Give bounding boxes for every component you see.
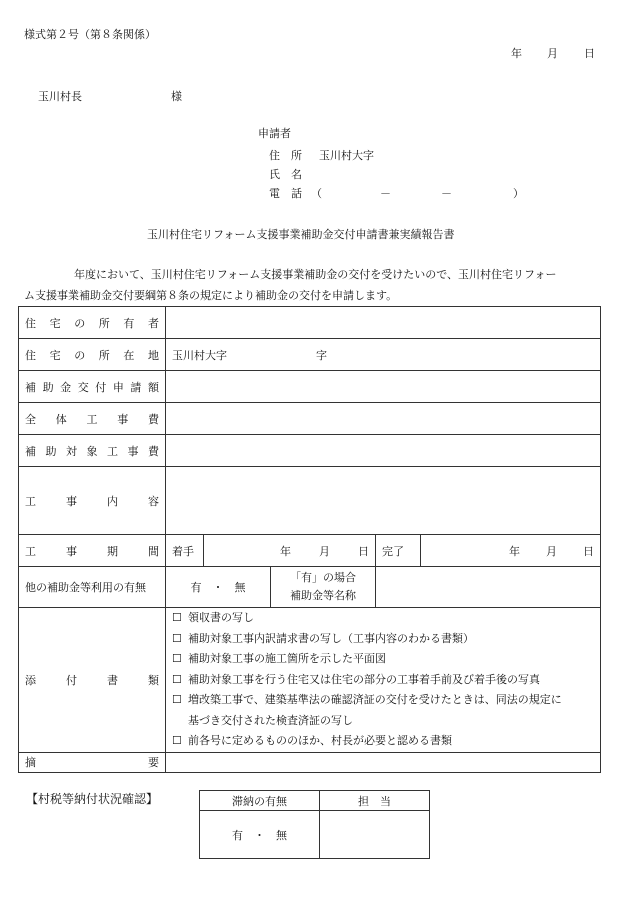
period-start-date[interactable]: [204, 535, 376, 567]
label-char: 交: [77, 380, 89, 394]
start-month: 月: [319, 544, 330, 558]
label-char: 書: [107, 673, 118, 687]
row-total-cost: [19, 403, 601, 435]
application-table: [18, 306, 601, 773]
date-year: 年: [511, 47, 522, 60]
period-end-label: 完了: [376, 535, 421, 567]
label-char: 摘: [25, 756, 36, 769]
row-location: [19, 339, 601, 371]
attachment-item: [172, 608, 594, 629]
row-period: [19, 535, 601, 567]
body-text-line-1: 年度において、玉川村住宅リフォーム支援事業補助金の交付を受けたいので、玉川村住宅リフォー: [74, 268, 557, 281]
applicant-heading: 申請者: [258, 127, 291, 140]
form-number: 様式第２号（第８条関係）: [24, 28, 156, 41]
address-label: 住 所: [269, 149, 302, 162]
label-char: 有: [123, 316, 135, 330]
checkbox-icon[interactable]: ☐: [172, 693, 182, 706]
eligible-cost-label: [19, 435, 166, 467]
label-char: 助: [45, 444, 57, 458]
tax-staff-field[interactable]: [320, 811, 430, 859]
label-char: 期: [107, 544, 118, 558]
row-content: [19, 467, 601, 535]
label-char: 所: [98, 348, 110, 362]
end-day: 日: [583, 544, 594, 558]
period-start-label: 着手: [166, 535, 204, 567]
name-label: 氏 名: [269, 168, 302, 181]
row-owner: [19, 307, 601, 339]
label-char: 請: [130, 380, 142, 394]
if-yes-line-2: 補助金等名称: [290, 589, 356, 602]
label-char: 補: [25, 380, 36, 394]
requested-label: [19, 371, 166, 403]
tax-status-table: [199, 790, 430, 859]
label-char: 付: [95, 380, 107, 394]
attachment-text-continued: 基づき交付された検査済証の写し: [188, 713, 353, 727]
label-char: 象: [86, 444, 98, 458]
checkbox-icon[interactable]: ☐: [172, 672, 182, 686]
row-remarks: [19, 752, 601, 772]
label-char: 事: [66, 494, 77, 508]
location-label: [19, 339, 166, 371]
label-char: 添: [25, 673, 36, 687]
if-yes-label: [271, 567, 375, 607]
if-yes-line-1: 「有」の場合: [290, 571, 356, 584]
other-subsidy-yes-no: [166, 567, 376, 608]
phone-label: 電 話: [269, 187, 302, 200]
start-day: 日: [358, 544, 369, 558]
end-year: 年: [509, 544, 520, 558]
total-cost-field[interactable]: [166, 403, 601, 435]
addressee-honorific: 様: [171, 90, 182, 103]
label-char: 要: [148, 756, 159, 769]
label-char: 工: [25, 544, 36, 558]
label-char: 額: [147, 380, 159, 394]
attachment-item: [172, 670, 594, 691]
label-char: 費: [148, 444, 159, 458]
label-char: 体: [55, 412, 67, 426]
total-cost-label: [19, 403, 166, 435]
attachment-text: 前各号に定めるもののほか、村長が必要と認める書類: [188, 734, 452, 747]
attachments-list: [166, 608, 601, 753]
label-char: 助: [42, 380, 54, 394]
label-char: の: [74, 348, 86, 362]
addressee-name: 玉川村長: [38, 90, 82, 103]
label-char: 地: [147, 348, 159, 362]
content-label: [19, 467, 166, 535]
owner-field[interactable]: [166, 307, 601, 339]
label-char: 所: [98, 316, 110, 330]
tax-col-staff: 担 当: [320, 791, 430, 811]
period-label: [19, 535, 166, 567]
row-other-subsidy: [19, 567, 601, 608]
body-text-line-2: ム支援事業補助金交付要綱第８条の規定により補助金の交付を申請します。: [24, 289, 398, 302]
label-char: 容: [148, 494, 159, 508]
label-char: 宅: [49, 348, 61, 362]
row-eligible-cost: [19, 435, 601, 467]
label-char: 費: [148, 412, 159, 426]
label-char: 付: [66, 673, 77, 687]
label-char: 間: [148, 544, 159, 558]
content-field[interactable]: [166, 467, 601, 535]
label-char: 住: [25, 316, 36, 330]
address-value: 玉川村大字: [319, 149, 374, 162]
checkbox-icon[interactable]: ☐: [172, 652, 182, 665]
label-char: 対: [66, 444, 77, 458]
remarks-label: [19, 752, 166, 772]
label-char: 類: [148, 673, 159, 687]
attachment-text: 領収書の写し: [188, 611, 254, 624]
attachment-text: 補助対象工事の施工箇所を示した平面図: [188, 652, 386, 665]
date-month: 月: [547, 47, 558, 60]
row-requested-amount: [19, 371, 601, 403]
date-day: 日: [584, 47, 595, 60]
other-subsidy-label: 他の補助金等利用の有無: [19, 567, 166, 608]
label-char: 工: [86, 412, 98, 426]
tax-col-arrears: 滞納の有無: [200, 791, 320, 811]
attachment-item: [172, 731, 594, 752]
requested-field[interactable]: [166, 371, 601, 403]
subsidy-name-field[interactable]: [376, 567, 601, 608]
label-char: の: [74, 316, 86, 330]
label-char: 事: [127, 444, 139, 458]
checkbox-icon[interactable]: ☐: [172, 631, 182, 645]
attachment-item: [172, 629, 594, 650]
row-attachments: [19, 608, 601, 753]
location-suffix: 字: [316, 348, 327, 362]
checkbox-icon[interactable]: ☐: [172, 734, 182, 747]
attachment-text: 補助対象工事内訳請求書の写し（工事内容のわかる書類）: [188, 631, 474, 645]
owner-label: [19, 307, 166, 339]
label-char: 申: [112, 380, 124, 394]
label-char: 内: [107, 494, 118, 508]
location-field[interactable]: [166, 339, 601, 371]
yes-no-choice[interactable]: 有 ・ 無: [166, 567, 271, 607]
tax-heading: 【村税等納付状況確認】: [26, 792, 159, 806]
phone-close-paren: ）: [513, 187, 524, 200]
tax-yes-no[interactable]: 有 ・ 無: [200, 811, 320, 859]
checkbox-icon[interactable]: ☐: [172, 611, 182, 624]
location-prefix: 玉川村大字: [172, 348, 227, 362]
label-char: 住: [25, 348, 36, 362]
label-char: 事: [66, 544, 77, 558]
label-char: 在: [123, 348, 135, 362]
label-char: 事: [117, 412, 129, 426]
label-char: 工: [25, 494, 36, 508]
phone-dash-2: －: [441, 187, 452, 200]
attachment-text: 補助対象工事を行う住宅又は住宅の部分の工事着手前及び着手後の写真: [188, 672, 540, 686]
label-char: 全: [25, 412, 36, 426]
start-year: 年: [280, 544, 291, 558]
attachment-item: [172, 690, 594, 711]
period-end-date[interactable]: [421, 535, 601, 567]
remarks-field[interactable]: [166, 752, 601, 772]
label-char: 工: [107, 444, 118, 458]
attachment-text: 増改築工事で、建築基準法の確認済証の交付を受けたときは、同法の規定に: [188, 693, 562, 706]
end-month: 月: [546, 544, 557, 558]
label-char: 補: [25, 444, 36, 458]
label-char: 者: [147, 316, 159, 330]
label-char: 金: [60, 380, 72, 394]
eligible-cost-field[interactable]: [166, 435, 601, 467]
attachments-label: [19, 608, 166, 753]
document-title: 玉川村住宅リフォーム支援事業補助金交付申請書兼実績報告書: [147, 228, 455, 241]
attachment-item: [172, 649, 594, 670]
label-char: 宅: [49, 316, 61, 330]
phone-dash-1: －: [380, 187, 391, 200]
phone-open-paren: （: [311, 187, 322, 200]
